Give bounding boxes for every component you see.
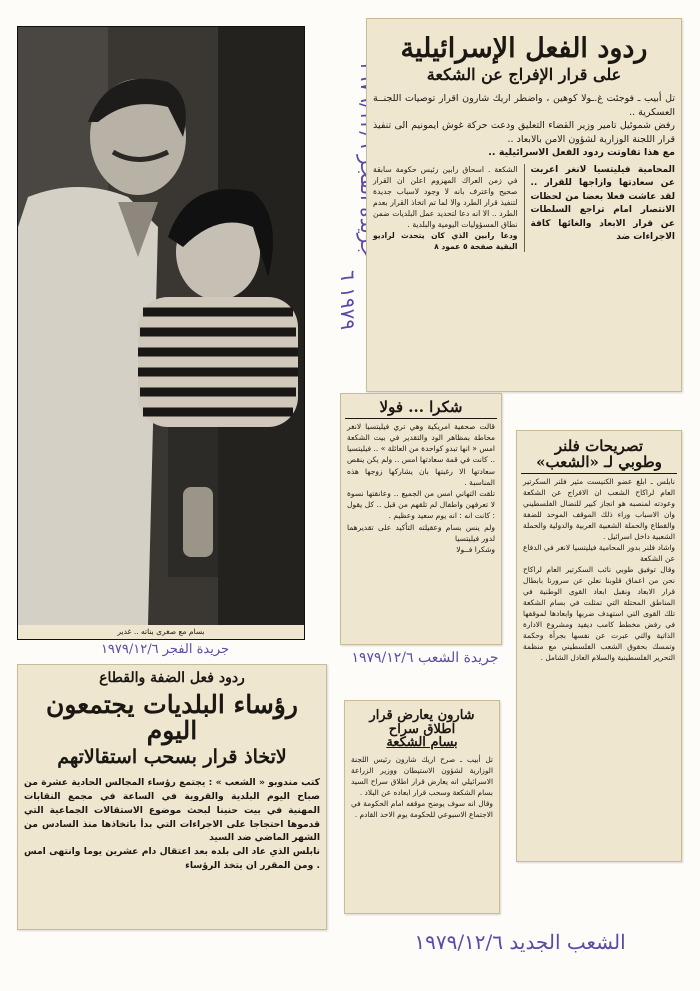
headline: شارون يعارض قرار	[369, 708, 475, 723]
handwritten-date-bottom	[370, 930, 670, 954]
handwritten-date-center	[345, 648, 505, 668]
article-columns	[367, 164, 681, 252]
paragraph: الشكعة . اسحاق رابين رئيس حكومة سابقة في زمن العراك المهزوم اعلن ان القرار صحيح واعترف بانه لا وجود لاسباب جديدة لتنفيذ قرار الطرد والا لما تم اتخاذ القرار بعدم الطرد .. الا انه دعا لتحديد عمل البلديات ضمن نطاق المسؤوليات اليومية والبلدية .	[373, 164, 518, 229]
paragraph: تل أبيب ـ صرح اريك شارون رئيس اللجنة الوزارية لشؤون الاستيطان ووزير الزراعة الاسرائيلي انه يعارض قرار اطلاق سراح السيد بسام الشكعة وسحب قرار ابعاده عن البلاد .	[351, 754, 493, 797]
handwritten-text: جريدة الشعب ١٩٧٩/١٢/٦	[351, 650, 499, 666]
paragraph: وقال انه سوف يوضح موقفه امام الحكومة في الاجتماع الاسبوعي للحكومة يوم الاحد القادم .	[351, 798, 493, 819]
article-body	[367, 92, 681, 160]
paragraph: نابلس ـ ابلغ عضو الكنيست مئير فلنر السكرتير العام لراكاح الشعب ان الافراج عن الشكعة وعودته لمنصبه هو انجاز كبير للنضال الفلسطيني وان الاسباب وراء ذلك الموقف الموحد للضفة والقطاع والحملة الشعبية العربية والدولية والحملة الشعبية داخل اسرائيل .	[523, 476, 675, 541]
kicker: ردود فعل الضفة والقطاع	[99, 670, 245, 686]
divider	[521, 473, 677, 474]
subheadline: على قرار الإفراج عن الشكعة	[426, 65, 622, 85]
column-left	[367, 164, 525, 252]
paragraph: مع هذا تفاوتت ردود الفعل الاسرائيلية ..	[488, 147, 675, 159]
headline: ردود الفعل الإسرائيلية	[400, 33, 648, 64]
headline-line-2: اطلاق سراح	[388, 721, 456, 737]
photo-image	[18, 27, 304, 625]
handwritten-number-vertical	[320, 270, 360, 370]
paragraph: قالت صحفية امريكية وهي تري فيليتسيا لانغر محاطة بمظاهر الود والتقدير في بيت الشكعة امس « انها تبدو كواحدة من العائلة » .. فيليتسيا .. كانت في قمة سعادتها امس .. ولم يكن ينقص سعادتها الا رغبتها بان يشاركها زوجها هذه المناسبة .	[347, 421, 495, 487]
divider	[345, 418, 497, 419]
paragraph: واشاد فلنر بدور المحامية فيليتسيا لانغر في الدفاع عن الشكعة	[523, 542, 675, 563]
paragraph: نابلس الذي عاد الى بلده بعد اعتقال دام عشرين يوما وانتهى امس . ومن المقرر ان يتخذ الرؤساء	[24, 846, 320, 871]
article-body	[341, 421, 501, 555]
clipping-sharon	[344, 700, 500, 914]
news-photo	[17, 26, 305, 640]
article-body	[345, 754, 499, 820]
handwritten-text: الشعب الجديد ١٩٧٩/١٢/٦	[414, 930, 626, 954]
paragraph: تلقت التهاني امس من الجميع .. وعانقتها نسوة لا تعرفهن واطفال لم تلقهم من قبل .. كل يقول : كانت انه : انه يوم سعيد وعظيم .	[347, 488, 495, 521]
paragraph: تل أبيب ـ فوجئت غ.ـولا كوهين ، واضطر اريك شارون اقرار توصيات اللجنــة العسكرية ..	[373, 93, 675, 118]
headline: تصريحات فلنر	[554, 437, 644, 455]
handwritten-text: ١٩٧٩ ٦	[336, 270, 360, 331]
paragraph: وقال توفيق طوبي نائب السكرتير العام لراكاح نحن من اعماق قلوبنا نعلن عن سرورنا بابطال قرار الابعاد ونقبل ابعاد القوى الوطنية في المناطق المحتلة التي تمثلت في بسام الشكعة تلك القوى التي استهدف ضربها وابعادها لموقفها في رفض مخطط كامب ديفيد ومشروع الادارة الذاتية والتي عبرت عن نفسها بجرأة وحكمة وتمسك بحقوق الشعب الفلسطيني مع منظمة التحرير الفلسطينية والسلام العادل الشامل .	[523, 564, 675, 662]
signature: وشكرا فــولا	[456, 544, 495, 554]
article-body	[18, 776, 326, 873]
paragraph: كتب مندوبو « الشعب » : يجتمع رؤساء المجالس الحادية عشرة من صباح اليوم البلدية والقروية في الساعة في مجمع النقابات المهنية في بيت حنينا لبحث موضوع الاستقالات الجماعية التي قدموها احتجاجا على الاجراءات التي بدأ باتخاذها منذ السادس من الشهر الماضي ضد السيد	[24, 777, 320, 844]
subheadline: لاتخاذ قرار بسحب استقالاتهم	[57, 746, 287, 769]
clipping-israeli-reactions	[366, 18, 682, 392]
headline: شكرا ... فولا	[379, 398, 463, 416]
headline-line-2: وطوبي لـ «الشعب»	[536, 452, 662, 471]
paragraph: رفض شموئيل تامير وزير القضاء التعليق ودعت حركة غوش ايمونيم الى تنفيذ قرار اللجنة الوزارية لشؤون الامن بالابعاد ..	[373, 120, 675, 145]
column-right	[525, 164, 682, 252]
paragraph: ولم ينس بسام وعقيلته التأكيد على تقديرهما لدور فيليتسيا	[347, 522, 495, 543]
clipping-statements	[516, 430, 682, 862]
article-body	[517, 476, 681, 663]
clipping-mayors	[17, 664, 327, 930]
handwritten-text: جريدة الفجر ١٩٧٩/١٢/٦	[100, 642, 230, 657]
handwritten-date-left	[30, 642, 300, 657]
clipping-thanks	[340, 393, 502, 645]
paragraph: المحامية فيليتسيا لانغر اعربت عن سعادتها وازاجها للقرار .. لقد عاشت فعلا بعضا من لحظات الانتصار امام تراجع السلطات عن قرار الابعاد والغائها كافة الاجراءات ضد	[530, 164, 675, 243]
headline-line-3: بسام الشكعة	[386, 735, 458, 751]
photo-caption: بسام مع صغرى بناته .. غدير	[18, 625, 304, 639]
paragraph: ودعا رابين الذي كان يتحدث لراديو البقية صفحة ٥ عمود ٨	[373, 230, 518, 251]
headline: رؤساء البلديات يجتمعون اليوم	[46, 689, 298, 745]
